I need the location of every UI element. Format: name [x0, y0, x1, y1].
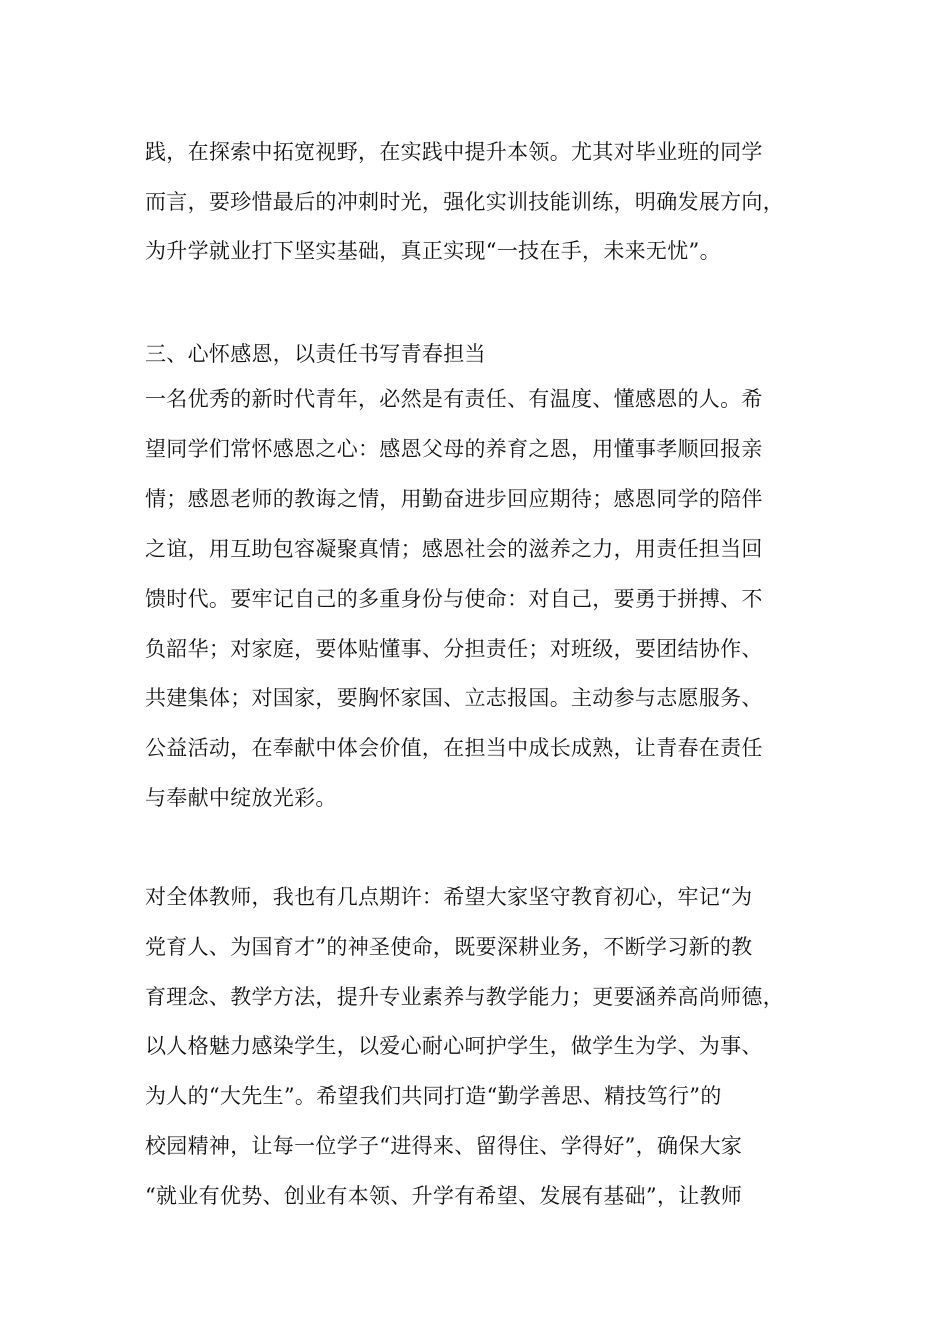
paragraph-3-line-6: 校园精神，让每一位学子“进得来、留得住、学得好”，确保大家: [145, 1134, 743, 1158]
paragraph-2-line-2: 望同学们常怀感恩之心：感恩父母的养育之恩，用懂事孝顺回报亲: [145, 437, 763, 461]
paragraph-2-line-8: 公益活动，在奉献中体会价值，在担当中成长成熟，让青春在责任: [145, 736, 763, 760]
paragraph-2-line-3: 情；感恩老师的教诲之情，用勤奋进步回应期待；感恩同学的陪伴: [145, 487, 763, 511]
paragraph-2-line-9: 与奉献中绽放光彩。: [145, 786, 337, 810]
paragraph-2-line-6: 负韶华；对家庭，要体贴懂事、分担责任；对班级，要团结协作、: [145, 637, 763, 661]
paragraph-1-line-3: 为升学就业打下坚实基础，真正实现“一技在手，未来无忧”。: [145, 239, 721, 263]
paragraph-1-line-2: 而言，要珍惜最后的冲刺时光，强化实训技能训练，明确发展方向，: [145, 190, 784, 214]
paragraph-3-line-2: 党育人、为国育才”的神圣使命，既要深耕业务，不断学习新的教: [145, 935, 753, 959]
paragraph-2-line-5: 馈时代。要牢记自己的多重身份与使命：对自己，要勇于拼搏、不: [145, 587, 763, 611]
paragraph-2-line-7: 共建集体；对国家，要胸怀家国、立志报国。主动参与志愿服务、: [145, 686, 763, 710]
paragraph-1-line-1: 践，在探索中拓宽视野，在实践中提升本领。尤其对毕业班的同学: [145, 140, 763, 164]
paragraph-3-line-1: 对全体教师，我也有几点期许：希望大家坚守教育初心，牢记“为: [145, 885, 753, 909]
paragraph-3-line-7: “就业有优势、创业有本领、升学有希望、发展有基础”，让教师: [145, 1184, 743, 1208]
paragraph-3-line-5: 为人的“大先生”。希望我们共同打造“勤学善思、精技笃行”的: [145, 1084, 722, 1108]
paragraph-2-line-4: 之谊，用互助包容凝聚真情；感恩社会的滋养之力，用责任担当回: [145, 537, 763, 561]
paragraph-3-line-4: 以人格魅力感染学生，以爱心耐心呵护学生，做学生为学、为事、: [145, 1034, 763, 1058]
paragraph-2-line-1: 一名优秀的新时代青年，必然是有责任、有温度、懂感恩的人。希: [145, 387, 763, 411]
paragraph-3-line-3: 育理念、教学方法，提升专业素养与教学能力；更要涵养高尚师德，: [145, 985, 784, 1009]
section-3-heading: 三、心怀感恩，以责任书写青春担当: [145, 342, 486, 366]
